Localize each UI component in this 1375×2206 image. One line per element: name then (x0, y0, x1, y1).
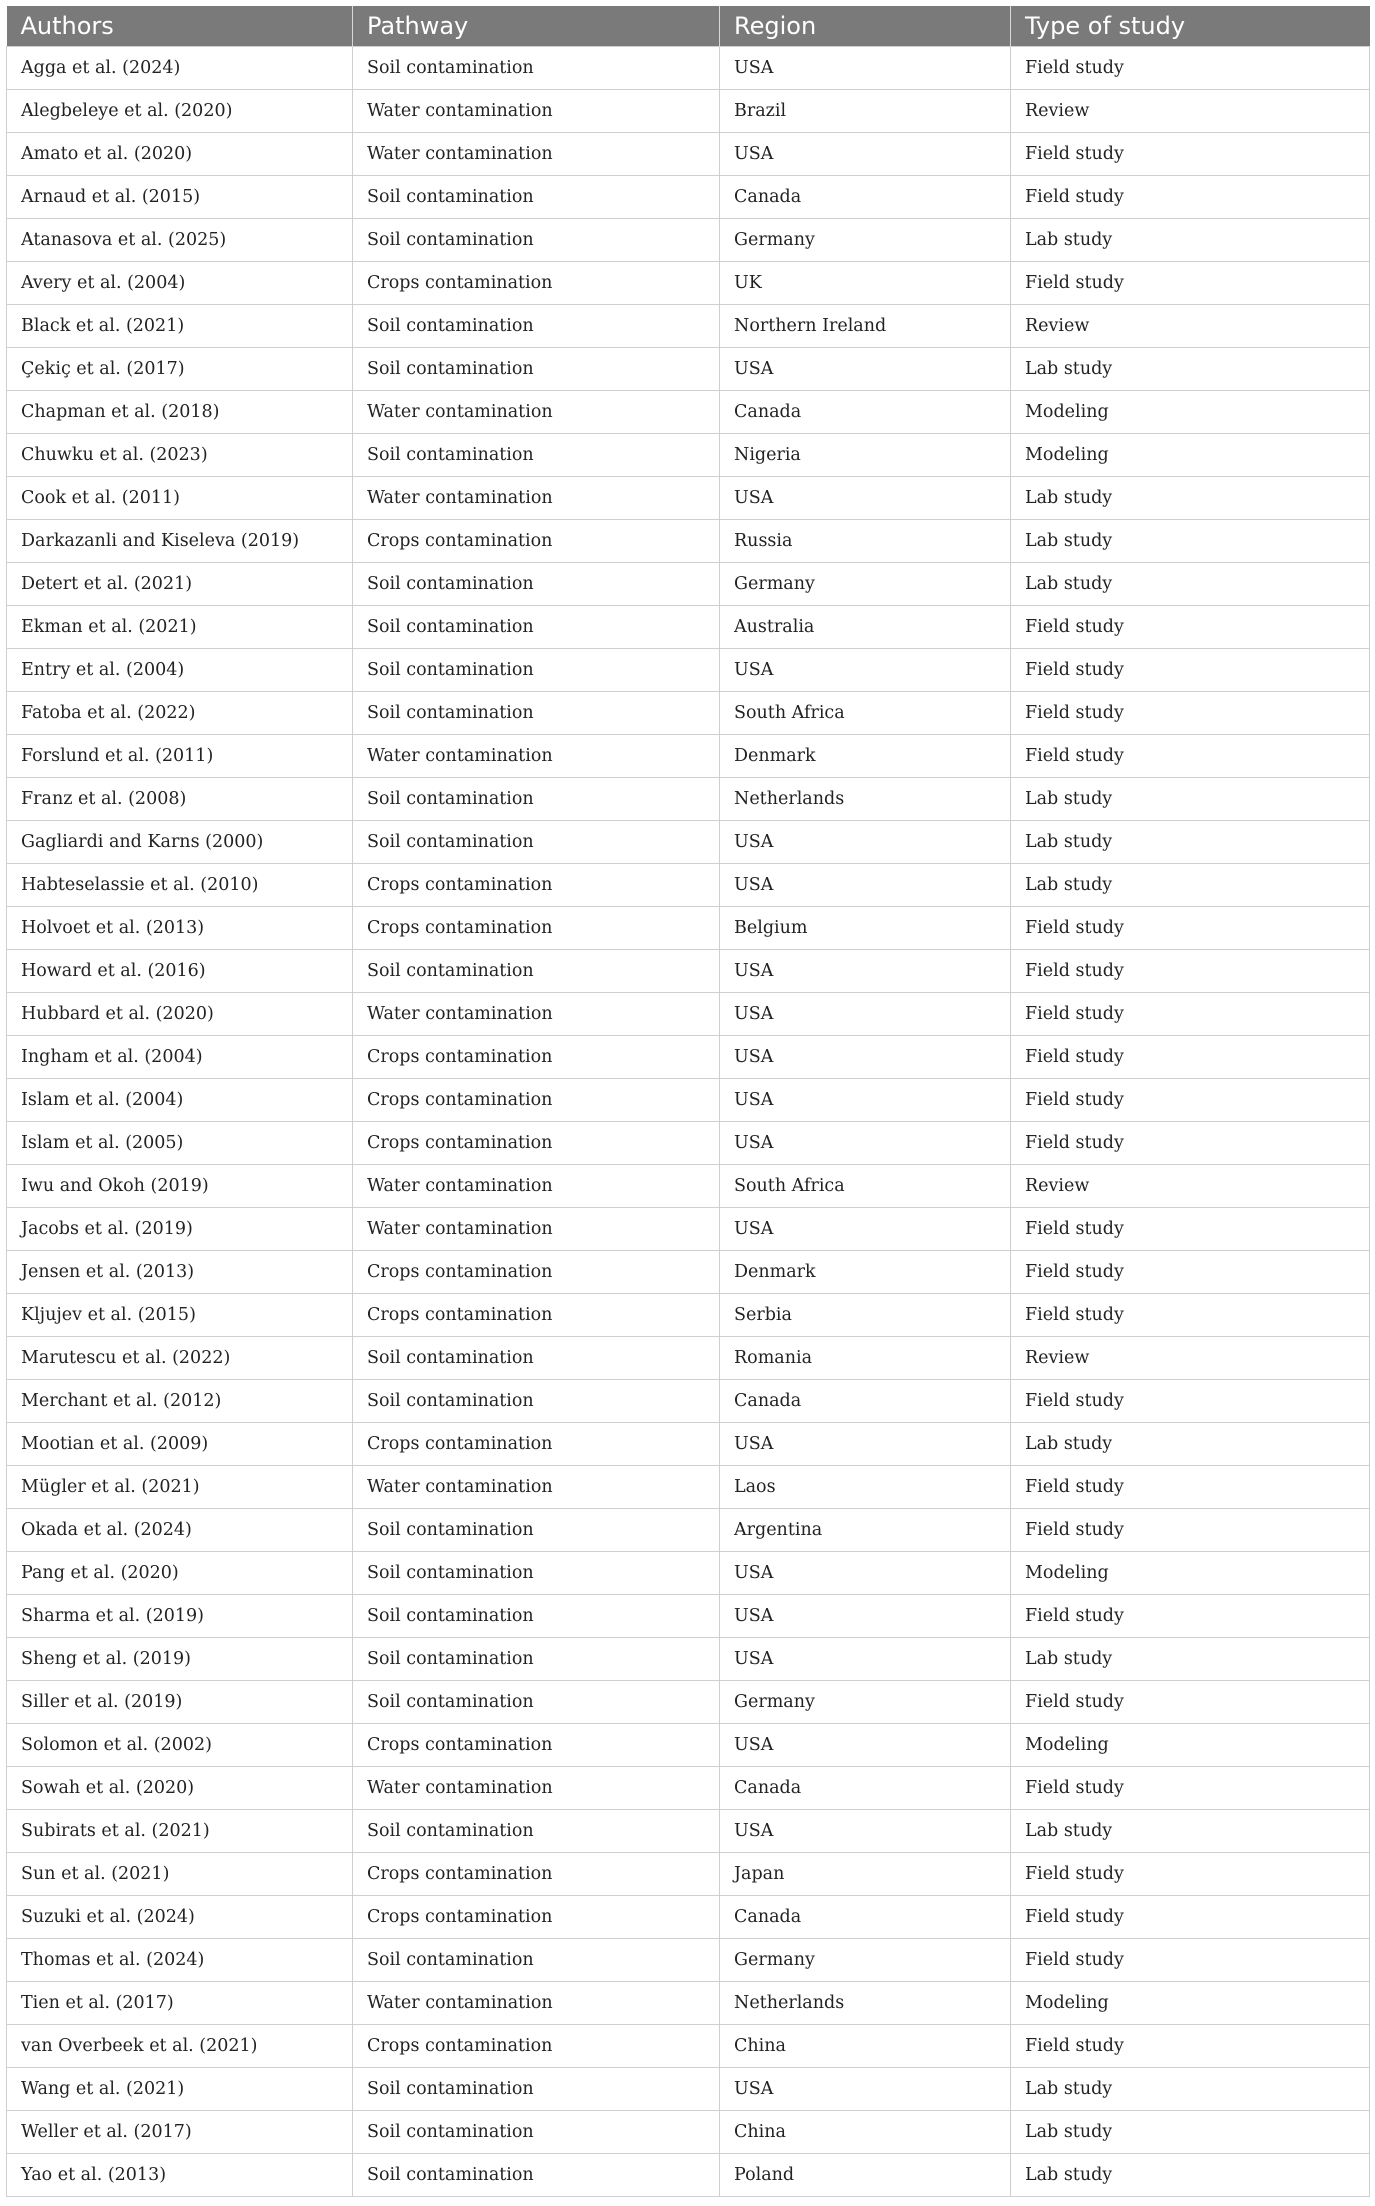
cell-pathway: Water contamination (353, 993, 720, 1036)
cell-region: South Africa (720, 1165, 1011, 1208)
table-row (7, 1810, 1370, 1853)
cell-pathway: Water contamination (353, 133, 720, 176)
cell-pathway: Crops contamination (353, 1079, 720, 1122)
cell-pathway: Water contamination (353, 1165, 720, 1208)
cell-region: Germany (720, 219, 1011, 262)
cell-region: USA (720, 348, 1011, 391)
table-row (7, 305, 1370, 348)
cell-type-of-study: Modeling (1011, 391, 1370, 434)
cell-region: Laos (720, 1466, 1011, 1509)
cell-type-of-study: Lab study (1011, 2154, 1370, 2197)
table-row (7, 1896, 1370, 1939)
cell-pathway: Soil contamination (353, 692, 720, 735)
cell-pathway: Soil contamination (353, 1595, 720, 1638)
cell-authors: Ingham et al. (2004) (7, 1036, 353, 1079)
cell-pathway: Soil contamination (353, 563, 720, 606)
cell-authors: Çekiç et al. (2017) (7, 348, 353, 391)
cell-region: Denmark (720, 735, 1011, 778)
table-row (7, 993, 1370, 1036)
cell-pathway: Soil contamination (353, 348, 720, 391)
table-row (7, 1423, 1370, 1466)
table-row (7, 47, 1370, 90)
cell-pathway: Soil contamination (353, 1810, 720, 1853)
table-row (7, 1380, 1370, 1423)
cell-authors: Howard et al. (2016) (7, 950, 353, 993)
cell-region: USA (720, 993, 1011, 1036)
table-row (7, 907, 1370, 950)
table-row (7, 864, 1370, 907)
cell-type-of-study: Field study (1011, 993, 1370, 1036)
table-row (7, 2025, 1370, 2068)
cell-type-of-study: Field study (1011, 907, 1370, 950)
table-row (7, 391, 1370, 434)
cell-authors: Wang et al. (2021) (7, 2068, 353, 2111)
table-row (7, 477, 1370, 520)
cell-pathway: Soil contamination (353, 950, 720, 993)
cell-region: China (720, 2025, 1011, 2068)
table-row (7, 348, 1370, 391)
cell-authors: Suzuki et al. (2024) (7, 1896, 353, 1939)
cell-type-of-study: Review (1011, 305, 1370, 348)
cell-type-of-study: Field study (1011, 606, 1370, 649)
cell-region: Japan (720, 1853, 1011, 1896)
cell-type-of-study: Review (1011, 1337, 1370, 1380)
cell-authors: Sharma et al. (2019) (7, 1595, 353, 1638)
table-row (7, 1509, 1370, 1552)
cell-authors: Merchant et al. (2012) (7, 1380, 353, 1423)
cell-type-of-study: Field study (1011, 2025, 1370, 2068)
cell-authors: Amato et al. (2020) (7, 133, 353, 176)
cell-pathway: Soil contamination (353, 2154, 720, 2197)
cell-pathway: Soil contamination (353, 821, 720, 864)
cell-authors: Weller et al. (2017) (7, 2111, 353, 2154)
cell-pathway: Soil contamination (353, 2068, 720, 2111)
cell-type-of-study: Field study (1011, 133, 1370, 176)
cell-type-of-study: Lab study (1011, 1423, 1370, 1466)
cell-type-of-study: Field study (1011, 47, 1370, 90)
table-row (7, 219, 1370, 262)
cell-type-of-study: Field study (1011, 950, 1370, 993)
table-row (7, 1638, 1370, 1681)
cell-type-of-study: Field study (1011, 176, 1370, 219)
cell-type-of-study: Lab study (1011, 778, 1370, 821)
cell-region: USA (720, 1810, 1011, 1853)
cell-type-of-study: Lab study (1011, 864, 1370, 907)
cell-region: USA (720, 950, 1011, 993)
cell-pathway: Soil contamination (353, 305, 720, 348)
table-row (7, 735, 1370, 778)
cell-authors: Black et al. (2021) (7, 305, 353, 348)
cell-authors: Kljujev et al. (2015) (7, 1294, 353, 1337)
cell-type-of-study: Field study (1011, 1122, 1370, 1165)
cell-type-of-study: Field study (1011, 1767, 1370, 1810)
cell-authors: Solomon et al. (2002) (7, 1724, 353, 1767)
table-row (7, 1036, 1370, 1079)
cell-authors: Cook et al. (2011) (7, 477, 353, 520)
header-region: Region (720, 6, 1011, 47)
cell-pathway: Crops contamination (353, 520, 720, 563)
cell-pathway: Crops contamination (353, 1853, 720, 1896)
cell-type-of-study: Field study (1011, 1896, 1370, 1939)
cell-pathway: Crops contamination (353, 1423, 720, 1466)
cell-region: Russia (720, 520, 1011, 563)
table-row (7, 563, 1370, 606)
header-type-of-study: Type of study (1011, 6, 1370, 47)
cell-authors: Detert et al. (2021) (7, 563, 353, 606)
cell-authors: Islam et al. (2005) (7, 1122, 353, 1165)
cell-region: Germany (720, 1939, 1011, 1982)
cell-type-of-study: Review (1011, 90, 1370, 133)
table-row (7, 2111, 1370, 2154)
cell-region: USA (720, 1079, 1011, 1122)
cell-region: USA (720, 1552, 1011, 1595)
cell-type-of-study: Lab study (1011, 2111, 1370, 2154)
cell-region: Canada (720, 1767, 1011, 1810)
cell-region: USA (720, 1122, 1011, 1165)
cell-pathway: Soil contamination (353, 1380, 720, 1423)
cell-type-of-study: Field study (1011, 1853, 1370, 1896)
cell-authors: Avery et al. (2004) (7, 262, 353, 305)
cell-type-of-study: Field study (1011, 262, 1370, 305)
cell-type-of-study: Modeling (1011, 1982, 1370, 2025)
cell-authors: Marutescu et al. (2022) (7, 1337, 353, 1380)
cell-authors: Arnaud et al. (2015) (7, 176, 353, 219)
cell-region: China (720, 2111, 1011, 2154)
cell-authors: Subirats et al. (2021) (7, 1810, 353, 1853)
cell-region: USA (720, 2068, 1011, 2111)
table-row (7, 1208, 1370, 1251)
cell-region: Northern Ireland (720, 305, 1011, 348)
cell-pathway: Crops contamination (353, 1036, 720, 1079)
table-row (7, 1165, 1370, 1208)
table-row (7, 1939, 1370, 1982)
cell-region: Brazil (720, 90, 1011, 133)
cell-authors: Darkazanli and Kiseleva (2019) (7, 520, 353, 563)
cell-authors: Chapman et al. (2018) (7, 391, 353, 434)
table-row (7, 1337, 1370, 1380)
cell-pathway: Soil contamination (353, 2111, 720, 2154)
cell-pathway: Water contamination (353, 735, 720, 778)
cell-authors: Jacobs et al. (2019) (7, 1208, 353, 1251)
cell-pathway: Crops contamination (353, 907, 720, 950)
cell-type-of-study: Modeling (1011, 1552, 1370, 1595)
cell-type-of-study: Field study (1011, 1294, 1370, 1337)
cell-region: Canada (720, 176, 1011, 219)
table-row (7, 821, 1370, 864)
cell-authors: Iwu and Okoh (2019) (7, 1165, 353, 1208)
cell-authors: Fatoba et al. (2022) (7, 692, 353, 735)
cell-type-of-study: Lab study (1011, 821, 1370, 864)
cell-authors: Islam et al. (2004) (7, 1079, 353, 1122)
header-authors: Authors (7, 6, 353, 47)
cell-authors: Atanasova et al. (2025) (7, 219, 353, 262)
cell-region: USA (720, 133, 1011, 176)
cell-authors: Entry et al. (2004) (7, 649, 353, 692)
table-row (7, 2068, 1370, 2111)
cell-region: Netherlands (720, 1982, 1011, 2025)
cell-pathway: Soil contamination (353, 1337, 720, 1380)
cell-region: USA (720, 821, 1011, 864)
cell-region: Germany (720, 563, 1011, 606)
cell-type-of-study: Lab study (1011, 219, 1370, 262)
cell-type-of-study: Field study (1011, 1251, 1370, 1294)
cell-pathway: Soil contamination (353, 47, 720, 90)
cell-pathway: Water contamination (353, 1767, 720, 1810)
cell-authors: Alegbeleye et al. (2020) (7, 90, 353, 133)
cell-authors: Yao et al. (2013) (7, 2154, 353, 2197)
cell-region: USA (720, 1595, 1011, 1638)
cell-pathway: Soil contamination (353, 1939, 720, 1982)
cell-type-of-study: Field study (1011, 1681, 1370, 1724)
cell-authors: Jensen et al. (2013) (7, 1251, 353, 1294)
cell-pathway: Soil contamination (353, 434, 720, 477)
cell-authors: Forslund et al. (2011) (7, 735, 353, 778)
cell-authors: van Overbeek et al. (2021) (7, 2025, 353, 2068)
table-row (7, 176, 1370, 219)
cell-region: Australia (720, 606, 1011, 649)
table-row (7, 950, 1370, 993)
cell-authors: Thomas et al. (2024) (7, 1939, 353, 1982)
cell-type-of-study: Lab study (1011, 477, 1370, 520)
header-row (7, 6, 1370, 47)
cell-pathway: Soil contamination (353, 219, 720, 262)
cell-pathway: Water contamination (353, 391, 720, 434)
table-row (7, 1724, 1370, 1767)
cell-pathway: Water contamination (353, 90, 720, 133)
cell-type-of-study: Field study (1011, 1466, 1370, 1509)
cell-region: Nigeria (720, 434, 1011, 477)
table-row (7, 1294, 1370, 1337)
table-row (7, 1681, 1370, 1724)
cell-pathway: Water contamination (353, 1208, 720, 1251)
cell-region: Canada (720, 1380, 1011, 1423)
table-row (7, 1853, 1370, 1896)
table-row (7, 1466, 1370, 1509)
cell-pathway: Soil contamination (353, 1681, 720, 1724)
cell-region: Germany (720, 1681, 1011, 1724)
cell-region: South Africa (720, 692, 1011, 735)
table-row (7, 1982, 1370, 2025)
cell-region: Romania (720, 1337, 1011, 1380)
cell-type-of-study: Lab study (1011, 348, 1370, 391)
cell-pathway: Crops contamination (353, 1122, 720, 1165)
cell-region: USA (720, 1208, 1011, 1251)
cell-type-of-study: Field study (1011, 649, 1370, 692)
table-row (7, 1552, 1370, 1595)
cell-pathway: Crops contamination (353, 1896, 720, 1939)
cell-pathway: Crops contamination (353, 262, 720, 305)
cell-type-of-study: Field study (1011, 692, 1370, 735)
cell-authors: Mootian et al. (2009) (7, 1423, 353, 1466)
cell-region: UK (720, 262, 1011, 305)
table-body (7, 47, 1370, 2197)
cell-region: USA (720, 1638, 1011, 1681)
cell-region: USA (720, 864, 1011, 907)
cell-type-of-study: Field study (1011, 1595, 1370, 1638)
cell-type-of-study: Field study (1011, 1509, 1370, 1552)
cell-type-of-study: Lab study (1011, 1638, 1370, 1681)
cell-region: Canada (720, 391, 1011, 434)
cell-region: Denmark (720, 1251, 1011, 1294)
table-row (7, 606, 1370, 649)
table-row (7, 692, 1370, 735)
cell-type-of-study: Lab study (1011, 520, 1370, 563)
cell-region: USA (720, 1423, 1011, 1466)
cell-pathway: Crops contamination (353, 1294, 720, 1337)
cell-type-of-study: Review (1011, 1165, 1370, 1208)
cell-type-of-study: Lab study (1011, 1810, 1370, 1853)
table-row (7, 520, 1370, 563)
cell-authors: Sheng et al. (2019) (7, 1638, 353, 1681)
table-row (7, 1595, 1370, 1638)
cell-pathway: Crops contamination (353, 1251, 720, 1294)
table-row (7, 2154, 1370, 2197)
cell-authors: Sowah et al. (2020) (7, 1767, 353, 1810)
cell-region: Serbia (720, 1294, 1011, 1337)
table-row (7, 434, 1370, 477)
cell-authors: Chuwku et al. (2023) (7, 434, 353, 477)
studies-table (6, 6, 1370, 2197)
cell-type-of-study: Lab study (1011, 563, 1370, 606)
table-row (7, 133, 1370, 176)
table-row (7, 1122, 1370, 1165)
cell-authors: Agga et al. (2024) (7, 47, 353, 90)
cell-region: USA (720, 649, 1011, 692)
cell-region: Canada (720, 1896, 1011, 1939)
cell-type-of-study: Field study (1011, 1380, 1370, 1423)
cell-type-of-study: Field study (1011, 1208, 1370, 1251)
table-row (7, 1079, 1370, 1122)
cell-region: USA (720, 1036, 1011, 1079)
cell-region: Netherlands (720, 778, 1011, 821)
cell-region: Belgium (720, 907, 1011, 950)
cell-authors: Tien et al. (2017) (7, 1982, 353, 2025)
cell-authors: Holvoet et al. (2013) (7, 907, 353, 950)
cell-region: USA (720, 1724, 1011, 1767)
table-row (7, 1767, 1370, 1810)
cell-type-of-study: Modeling (1011, 434, 1370, 477)
cell-pathway: Water contamination (353, 1466, 720, 1509)
cell-pathway: Soil contamination (353, 1509, 720, 1552)
header-pathway: Pathway (353, 6, 720, 47)
cell-pathway: Soil contamination (353, 778, 720, 821)
table-row (7, 778, 1370, 821)
cell-pathway: Soil contamination (353, 1552, 720, 1595)
cell-pathway: Soil contamination (353, 649, 720, 692)
cell-type-of-study: Field study (1011, 1079, 1370, 1122)
cell-authors: Ekman et al. (2021) (7, 606, 353, 649)
cell-authors: Hubbard et al. (2020) (7, 993, 353, 1036)
cell-region: Poland (720, 2154, 1011, 2197)
cell-pathway: Crops contamination (353, 1724, 720, 1767)
studies-table-container (6, 6, 1369, 2197)
cell-pathway: Soil contamination (353, 176, 720, 219)
cell-pathway: Soil contamination (353, 1638, 720, 1681)
cell-authors: Habteselassie et al. (2010) (7, 864, 353, 907)
cell-pathway: Crops contamination (353, 2025, 720, 2068)
cell-type-of-study: Field study (1011, 1036, 1370, 1079)
cell-region: USA (720, 477, 1011, 520)
table-row (7, 1251, 1370, 1294)
cell-region: USA (720, 47, 1011, 90)
cell-type-of-study: Field study (1011, 1939, 1370, 1982)
cell-type-of-study: Lab study (1011, 2068, 1370, 2111)
cell-authors: Pang et al. (2020) (7, 1552, 353, 1595)
cell-authors: Sun et al. (2021) (7, 1853, 353, 1896)
cell-type-of-study: Field study (1011, 735, 1370, 778)
cell-type-of-study: Modeling (1011, 1724, 1370, 1767)
table-row (7, 90, 1370, 133)
table-row (7, 262, 1370, 305)
cell-authors: Mügler et al. (2021) (7, 1466, 353, 1509)
table-header (7, 6, 1370, 47)
cell-authors: Okada et al. (2024) (7, 1509, 353, 1552)
cell-pathway: Water contamination (353, 1982, 720, 2025)
cell-authors: Siller et al. (2019) (7, 1681, 353, 1724)
cell-pathway: Crops contamination (353, 864, 720, 907)
cell-pathway: Soil contamination (353, 606, 720, 649)
cell-authors: Gagliardi and Karns (2000) (7, 821, 353, 864)
cell-region: Argentina (720, 1509, 1011, 1552)
cell-pathway: Water contamination (353, 477, 720, 520)
cell-authors: Franz et al. (2008) (7, 778, 353, 821)
table-row (7, 649, 1370, 692)
